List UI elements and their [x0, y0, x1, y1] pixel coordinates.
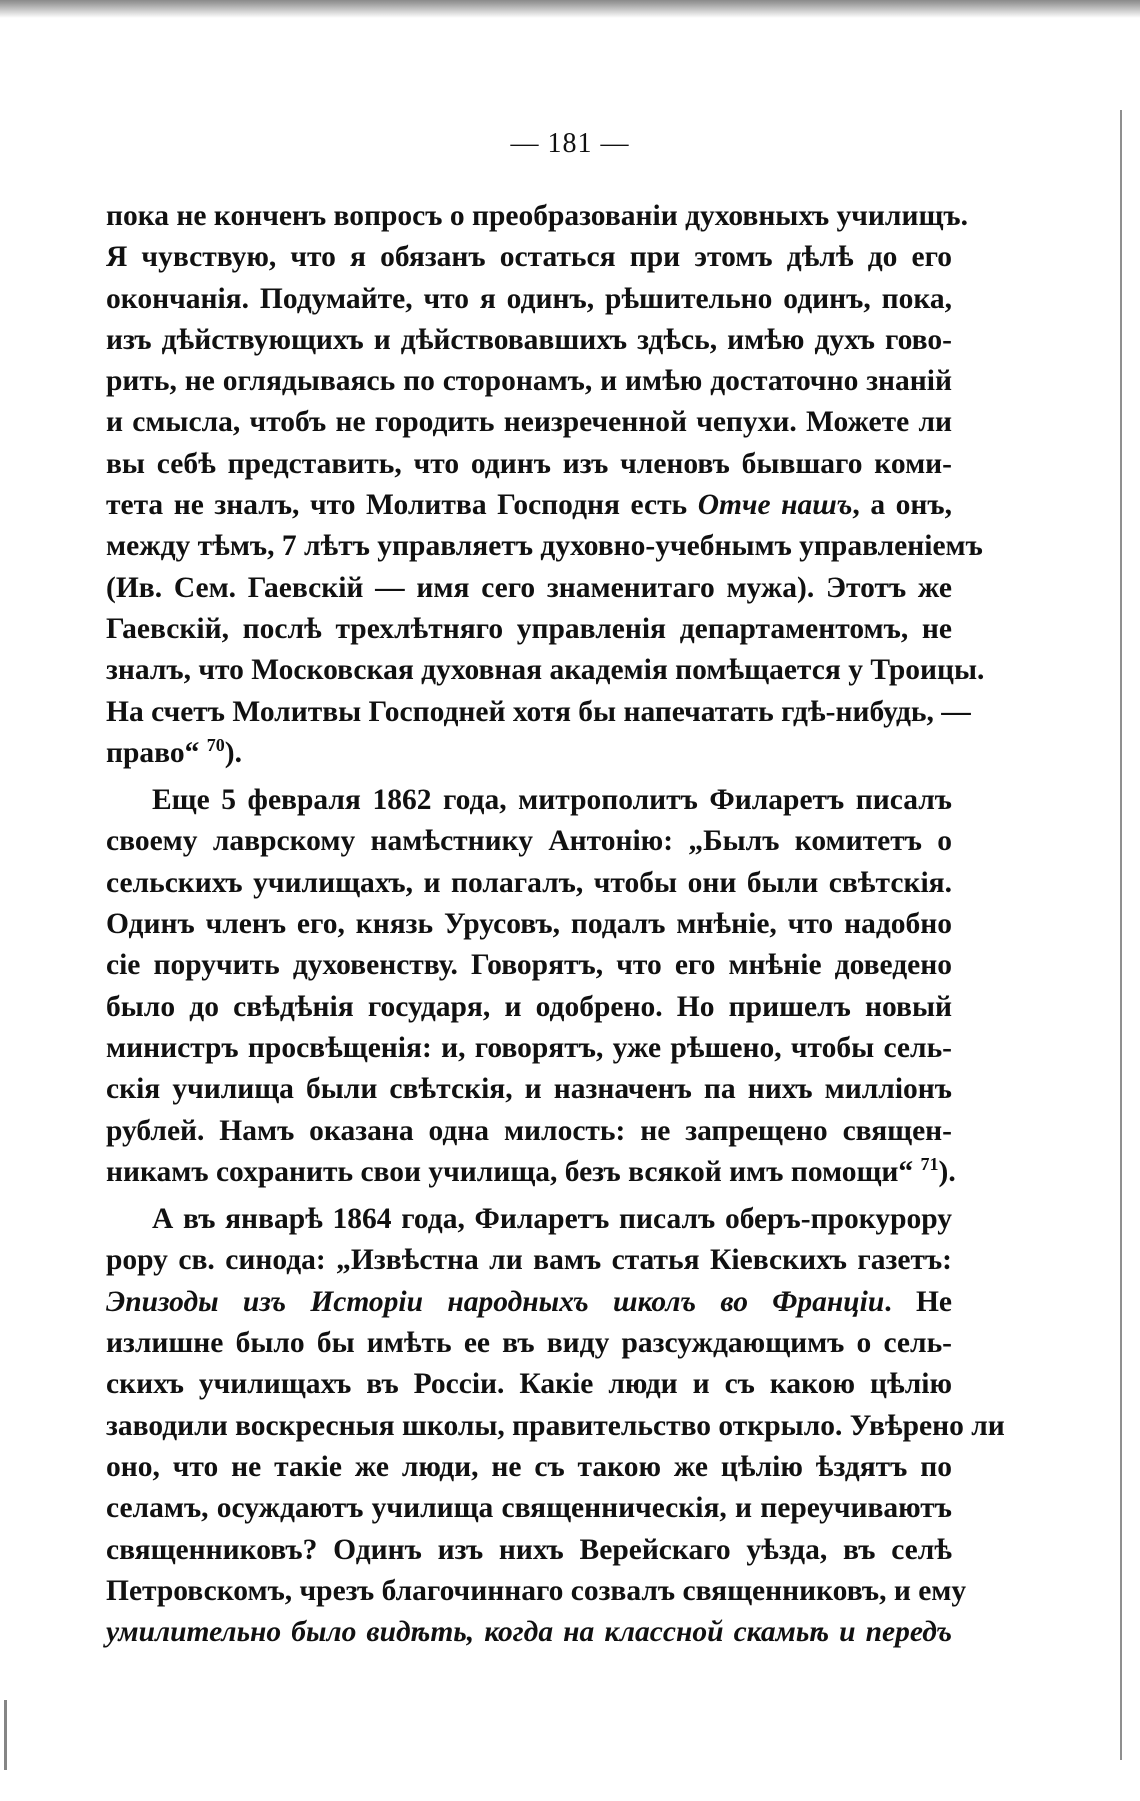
text-line: рору св. синода: „Извѣстна ли вамъ статья Кіевскихъ газетъ:: [106, 1244, 952, 1277]
text-line: окончанія. Подумайте, что я одинъ, рѣшительно одинъ, пока,: [106, 282, 952, 315]
footnote-ref: 70: [206, 735, 225, 756]
text-line: своему лаврскому намѣстнику Антонію: „Былъ комитетъ о: [106, 825, 952, 858]
text-line: зналъ, что Московская духовная академія помѣщается у Троицы.: [106, 654, 985, 687]
scan-left-mark: [4, 1700, 7, 1770]
text-line: Петровскомъ, чрезъ благочиннаго созвалъ священниковъ, и ему: [106, 1574, 967, 1607]
text-line: заводили воскресныя школы, правительство открыло. Увѣрено ли: [106, 1409, 1005, 1442]
text-line: А въ январѣ 1864 года, Филаретъ писалъ оберъ-прокурору: [152, 1203, 952, 1236]
text-line: скихъ училищахъ въ Россіи. Какіе люди и съ какою цѣлію: [106, 1368, 952, 1401]
text-line: Я чувствую, что я обязанъ остаться при этомъ дѣлѣ до его: [106, 241, 952, 274]
italic-fragment: Отче нашъ: [697, 489, 853, 522]
text-line: излишне было бы имѣть ее въ виду разсуждающимъ о сель-: [106, 1327, 952, 1360]
text-line: министръ просвѣщенія: и, говорятъ, уже рѣшено, чтобы сель-: [106, 1031, 952, 1064]
text-line: оно, что не такіе же люди, не съ такою же цѣлію ѣздятъ по: [106, 1450, 952, 1483]
italic-fragment: Эпизоды изъ Исторіи народныхъ школъ во Франціи: [106, 1285, 885, 1318]
text-fragment: , а онъ,: [852, 489, 952, 522]
text-line: Одинъ членъ его, князь Урусовъ, подалъ мнѣніе, что надобно: [106, 908, 952, 941]
text-line: вы себѣ представить, что одинъ изъ членовъ бывшаго коми-: [106, 447, 952, 480]
text-line: священниковъ? Одинъ изъ нихъ Верейскаго уѣзда, въ селѣ: [106, 1533, 952, 1566]
text-line: было до свѣдѣнія государя, и одобрено. Но пришелъ новый: [106, 990, 952, 1023]
text-line: [106, 1612, 952, 1653]
text-line: [106, 485, 952, 526]
text-line: рить, не оглядываясь по сторонамъ, и имѣю достаточно знаній: [106, 365, 952, 398]
text-fragment: право“: [106, 736, 207, 769]
text-line: и смысла, чтобъ не городить неизреченной чепухи. Можете ли: [106, 406, 952, 439]
text-line: сельскихъ училищахъ, и полагалъ, чтобы они были свѣтскія.: [106, 866, 952, 899]
text-line: изъ дѣйствующихъ и дѣйствовавшихъ здѣсь, имѣю духъ гово-: [106, 323, 952, 356]
text-line: (Ив. Сем. Гаевскій — имя сего знаменитаго мужа). Этотъ же: [106, 571, 952, 604]
text-line: между тѣмъ, 7 лѣтъ управляетъ духовно-учебнымъ управленіемъ: [106, 530, 983, 563]
body-text: [106, 196, 1005, 1653]
page-number: — 181 —: [510, 128, 630, 159]
text-fragment: . Не: [884, 1285, 952, 1318]
text-line: Гаевскій, послѣ трехлѣтняго управленія департаментомъ, не: [106, 612, 952, 645]
text-line: пока не конченъ вопросъ о преобразованіи духовныхъ училищъ.: [106, 200, 968, 232]
text-fragment: ).: [938, 1155, 956, 1188]
text-line: Еще 5 февраля 1862 года, митрополитъ Филаретъ писалъ: [152, 784, 952, 817]
text-line: [106, 1152, 956, 1193]
text-line: [106, 1282, 952, 1323]
text-fragment: никамъ сохранить свои училища, безъ всякой имъ помощи“: [106, 1155, 921, 1188]
text-line: скія училища были свѣтскія, и назначенъ па нихъ милліонъ: [106, 1073, 952, 1106]
text-line: рублей. Намъ оказана одна милость: не запрещено священ-: [106, 1114, 952, 1147]
text-line: [106, 733, 952, 774]
scan-top-edge: [0, 0, 1140, 18]
text-line: сіе поручить духовенству. Говорятъ, что его мнѣніе доведено: [106, 949, 952, 982]
scan-right-edge: [1120, 110, 1122, 1760]
footnote-ref: 71: [920, 1154, 939, 1174]
italic-fragment: умилительно было видѣть, когда на классной скамьѣ и передъ: [106, 1616, 952, 1649]
text-line: селамъ, осуждаютъ училища священническія, и переучиваютъ: [106, 1492, 952, 1525]
text-fragment: ).: [224, 736, 242, 769]
text-line: На счетъ Молитвы Господней хотя бы напечатать гдѣ-нибудь, —: [106, 695, 971, 728]
text-fragment: тета не зналъ, что Молитва Господня есть: [106, 489, 698, 522]
